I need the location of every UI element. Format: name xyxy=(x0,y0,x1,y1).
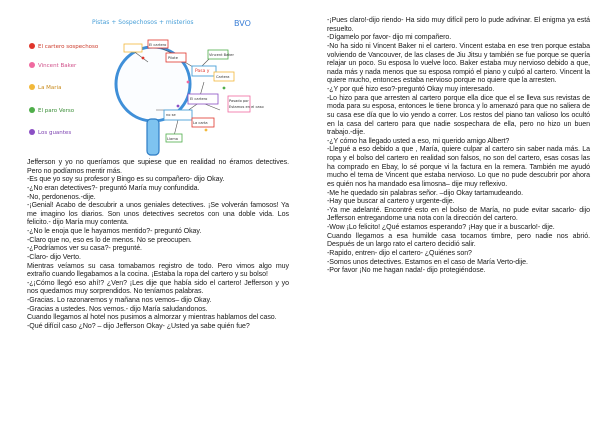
svg-text:La carta: La carta xyxy=(193,121,208,125)
svg-text:El cartero: El cartero xyxy=(190,97,208,101)
legend-label-3: La Maria xyxy=(38,85,62,91)
right-paragraph: -Rapido, entren- dijo el cartero- ¿Quiénes son? xyxy=(327,249,472,257)
corner-logo: BVO xyxy=(234,19,251,28)
right-paragraph: -Dígamelo por favor- dijo mi compañero. xyxy=(327,34,452,42)
legend-dot-green xyxy=(29,107,35,113)
illustration-title: Pistas + Sospechosos + misterios xyxy=(92,19,194,26)
right-paragraph: -No ha sido ni Vincent Baker ni el cartero. Vincent estaba en ese tren porque estaba volviendo de Vancouver, de las clases de Jiu Jitsu y también se fue porque se quería relajar un poco. Su esposa lo vuelve loco. Baker estaba muy nervioso debido a que, nada más y nada menos que su esposa rompió el piano y culpó al cartero. Vincent la quiere mucho, entonces estaba nervioso porque no quiere que la arresten. xyxy=(327,42,590,85)
legend-dot-red xyxy=(29,43,35,49)
left-paragraph: -Claro que no, eso es lo de menos. No se preocupen. xyxy=(27,236,192,244)
left-paragraph: -¿No le enoja que le hayamos mentido?- preguntó Okay. xyxy=(27,228,202,235)
right-paragraph: -¡Pues claro!-dijo riendo- Ha sido muy difícil pero lo pude adivinar. El enigma ya está resuelto. xyxy=(327,17,590,33)
left-paragraph: -¿Podríamos ver su casa?- pregunté. xyxy=(27,245,142,253)
svg-text:Cartera: Cartera xyxy=(216,75,230,79)
left-paragraph: Mientras veíamos su casa tomabamos registro de todo. Pero vimos algo muy extraño cuando llegabamos a la cocina. ¡Estaba la ropa del cartero y su bolso! xyxy=(27,262,289,279)
right-paragraph: -Ya me adelanté. Encontré esto en el bolso de María, no pude evitar sacarlo- dijo Jefferson entregandome una nota con la dirección del cartero. xyxy=(327,206,590,223)
right-paragraph: -¿Y por qué hizo eso?-preguntó Okay muy interesado. xyxy=(327,86,495,93)
left-paragraph: Jefferson y yo no queríamos que supiese que en realidad no éramos detectives. Pero no podíamos mentir más. xyxy=(27,159,289,175)
right-page xyxy=(300,0,600,424)
left-paragraph: -Qué difícil caso ¿No? – dijo Jefferson Okay- ¿Usted ya sabe quién fue? xyxy=(27,322,250,330)
right-paragraph: -¿Y cómo ha llegado usted a eso, mi querido amigo Albert? xyxy=(327,137,510,145)
svg-text:El cartero: El cartero xyxy=(149,43,167,47)
left-paragraph: Cuando llegamos al hotel nos pusimos a almorzar y mientras hablamos del caso. xyxy=(27,314,277,322)
right-paragraph: Cuando llegamos a esa humilde casa tocamos timbre, pero nadie nos abrió. Después de un largo rato el cartero decidió salir. xyxy=(327,232,590,249)
left-paragraph: -¡Genial! Acabo de descubrir a unos geniales detectives. ¡Se volverán famosos! Ya me imagino los diarios. Son unos detectives secretos con una doble vida. Los felicito.- dijo María muy contenta. xyxy=(27,202,289,227)
right-paragraph: -Me he quedado sin palabras señor. –dijo Okay tartamudeando. xyxy=(327,189,524,197)
svg-text:Pasa y: Pasa y xyxy=(195,69,210,74)
right-paragraph: -Por favor ¡No me hagan nada!- dijo protegiéndose. xyxy=(327,267,486,275)
right-text-column xyxy=(327,17,590,276)
left-paragraph: -¿¡Cómo llegó eso ahí!? ¿Ven? ¡Les dije que había sido el cartero! Jefferson y yo nos quedamos muy sorprendidos. No teníamos palabras. xyxy=(27,279,289,296)
right-paragraph: -Lo hizo para que arresten al cartero porque ella dice que el se lleva sus revistas de moda para su esposa, entonces le tiene bronca y lo amenazó para que no saliera de su casa ese día que lo vio yendo a correr. Los restos del piano tan valioso los ocultó en la casa del cartero para que nadie sospechara de ella, pero no hizo un buen trabajo.-dije. xyxy=(327,94,590,137)
left-paragraph: -Gracias a ustedes. Nos vemos.- dijo María saludandonos. xyxy=(27,305,208,313)
legend-label-4: El paro Verso xyxy=(38,108,75,114)
svg-text:Estamos en el caso: Estamos en el caso xyxy=(229,105,264,109)
legend-label-2: Vincent Baker xyxy=(38,63,77,69)
svg-text:no se: no se xyxy=(166,113,176,117)
right-paragraph: -Llegué a eso debido a que , María, quiere culpar al cartero sin saber nada más. La ropa y el bolso del cartero en realidad son falsos, no son del cartero, esas cosas las ha comprado en Ebay, lo sé porque vi la factura en la remera. También me ayudó mucho el tema de Vincent que estaba nervioso. Lo que no pude descubrir por ahora es quién nos ha mandado esa limosna– dije muy reflexivo. xyxy=(327,146,590,188)
mind-map-drawing xyxy=(28,10,292,156)
legend-label-1: El cartero sospechoso xyxy=(38,44,99,50)
svg-text:Llama: Llama xyxy=(167,137,178,141)
left-paragraph: -¿No eran detectives?- preguntó María muy confundida. xyxy=(27,184,200,192)
left-paragraph: -No, perdonenos.-dije. xyxy=(27,193,96,201)
left-paragraph: -Es que yo soy su profesor y Bingo es su compañero- dijo Okay. xyxy=(27,176,225,184)
svg-text:Vincent Baker: Vincent Baker xyxy=(209,53,234,57)
right-paragraph: -Somos unos detectives. Estamos en el caso de María Verto-dije. xyxy=(327,258,528,266)
right-paragraph: -Hay que buscar al cartero y urgente-dije. xyxy=(327,198,455,206)
legend-dot-purple xyxy=(29,129,35,135)
legend-label-5: Los guantes xyxy=(38,130,72,136)
svg-text:Pilote: Pilote xyxy=(168,56,178,60)
left-text-column xyxy=(27,159,289,332)
left-paragraph: -Gracias. Lo razonaremos y mañana nos vemos– dijo Okay. xyxy=(27,297,212,304)
svg-text:Pasado por: Pasado por xyxy=(229,99,249,103)
legend-dot-orange xyxy=(29,84,35,90)
right-paragraph: -Wow ¡Lo felicito! ¿Qué estamos esperando? ¡Hay que ir a buscarlo!- dije. xyxy=(327,224,555,231)
legend-dot-pink xyxy=(29,62,35,68)
clue-mind-map-illustration xyxy=(28,10,292,156)
left-paragraph: -Claro- dijo Verto. xyxy=(27,253,81,261)
